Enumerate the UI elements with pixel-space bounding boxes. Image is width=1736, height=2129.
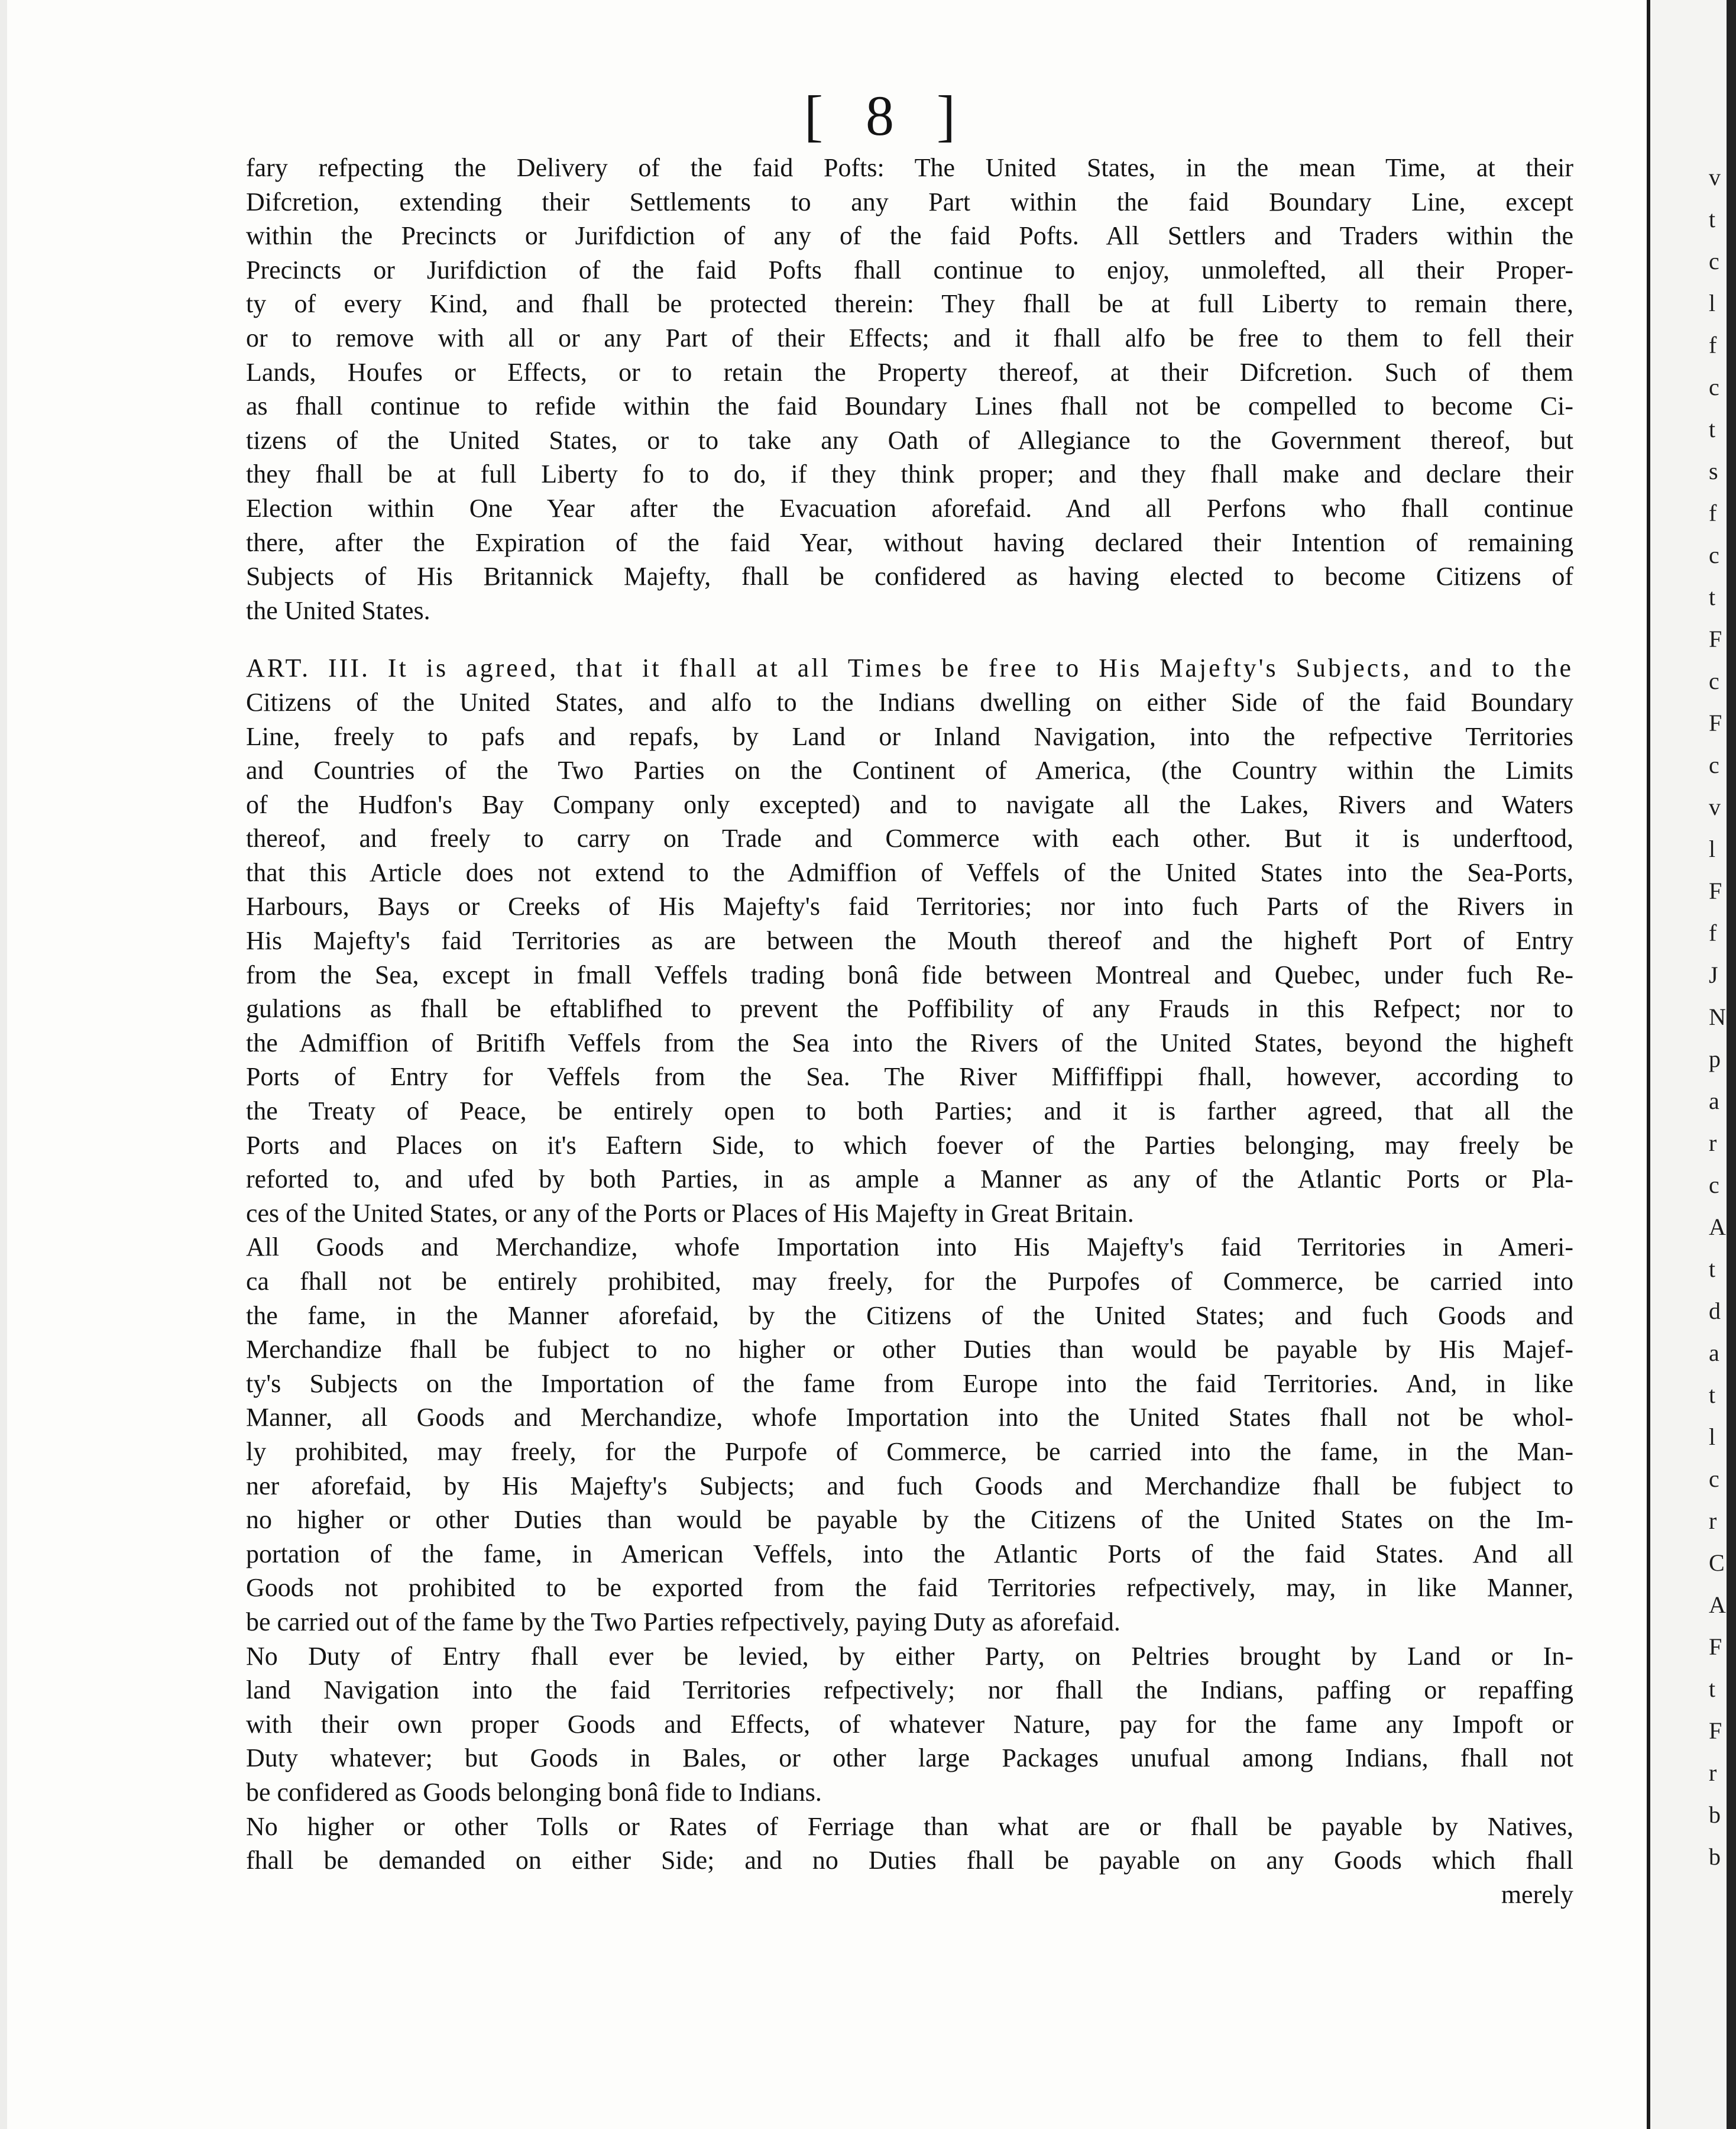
neighbor-page-char: v	[1709, 794, 1721, 820]
text-line: Manner, all Goods and Merchandize, whofe Importation into the United States fhall not be whol-	[246, 1403, 1573, 1432]
text-line: Lands, Houfes or Effects, or to retain the Property thereof, at their Difcretion. Such of them	[246, 357, 1573, 387]
neighbor-page-char: l	[1709, 1423, 1716, 1450]
neighbor-page-char: A	[1709, 1591, 1726, 1618]
text-line: that this Article does not extend to the Admiffion of Veffels of the United States into the Sea-Ports,	[246, 858, 1573, 887]
text-line: Ports of Entry for Veffels from the Sea. The River Miffiffippi fhall, however, according to	[246, 1062, 1573, 1092]
neighbor-page-char: F	[1709, 878, 1722, 904]
text-line: land Navigation into the faid Territories refpectively; nor fhall the Indians, paffing or repaffing	[246, 1675, 1573, 1705]
text-line: Subjects of His Britannick Majefty, fhall be confidered as having elected to become Citizens of	[246, 562, 1573, 591]
neighbor-page-edge	[1647, 0, 1736, 2129]
text-line: the Admiffion of Britifh Veffels from the Sea into the Rivers of the United States, beyond the higheft	[246, 1028, 1573, 1057]
text-line: fary refpecting the Delivery of the faid Pofts: The United States, in the mean Time, at their	[246, 153, 1573, 182]
neighbor-page-char: a	[1709, 1339, 1719, 1366]
page-number: [ 8 ]	[804, 84, 970, 147]
article-heading-line: ART. III. It is agreed, that it fhall at all Times be free to His Majefty's Subjects, and to the	[246, 653, 1573, 683]
neighbor-page-char: A	[1709, 1214, 1726, 1240]
paragraph-gap	[246, 627, 1573, 651]
neighbor-page-char: t	[1709, 206, 1716, 232]
neighbor-page-char: r	[1709, 1507, 1717, 1534]
neighbor-page-char: F	[1709, 626, 1722, 652]
text-line: ner aforefaid, by His Majefty's Subjects; and fuch Goods and Merchandize fhall be fubject to	[246, 1471, 1573, 1500]
text-line: All Goods and Merchandize, whofe Importation into His Majefty's faid Territories in Ameri-	[246, 1232, 1573, 1262]
text-line: Ports and Places on it's Eaftern Side, to which foever of the Parties belonging, may freely be	[246, 1130, 1573, 1160]
neighbor-page-char: c	[1709, 374, 1719, 400]
text-line: portation of the fame, in American Veffels, into the Atlantic Ports of the faid States. And all	[246, 1539, 1573, 1568]
neighbor-page-char: F	[1709, 710, 1722, 736]
text-line: the United States.	[246, 596, 430, 625]
text-line: Duty whatever; but Goods in Bales, or other large Packages unufual among Indians, fhall not	[246, 1743, 1573, 1773]
text-line: there, after the Expiration of the faid Year, without having declared their Intention of remaining	[246, 528, 1573, 557]
text-line: ty's Subjects on the Importation of the fame from Europe into the faid Territories. And, in like	[246, 1368, 1573, 1398]
body-text	[246, 151, 1573, 1911]
text-line: ces of the United States, or any of the Ports or Places of His Majefty in Great Britain.	[246, 1198, 1134, 1228]
neighbor-page-char: r	[1709, 1130, 1717, 1156]
text-line: Merchandize fhall be fubject to no higher or other Duties than would be payable by His Majef-	[246, 1335, 1573, 1364]
text-line: with their own proper Goods and Effects, of whatever Nature, pay for the fame any Impoft or	[246, 1709, 1573, 1739]
text-line: Harbours, Bays or Creeks of His Majefty's faid Territories; nor into fuch Parts of the Rivers in	[246, 892, 1573, 921]
text-line: thereof, and freely to carry on Trade and Commerce with each other. But it is underftood,	[246, 824, 1573, 853]
neighbor-page-char: d	[1709, 1298, 1721, 1324]
neighbor-page-char: t	[1709, 1381, 1716, 1408]
neighbor-page-char: F	[1709, 1633, 1722, 1660]
text-line: tizens of the United States, or to take any Oath of Allegiance to the Government thereof, but	[246, 425, 1573, 455]
text-line: the fame, in the Manner aforefaid, by the Citizens of the United States; and fuch Goods and	[246, 1300, 1573, 1330]
catchword: merely	[1501, 1879, 1573, 1909]
text-line: No Duty of Entry fhall ever be levied, by either Party, on Peltries brought by Land or In-	[246, 1641, 1573, 1671]
neighbor-page-char: l	[1709, 290, 1716, 316]
text-line: of the Hudfon's Bay Company only excepted) and to navigate all the Lakes, Rivers and Waters	[246, 790, 1573, 819]
text-line: Line, freely to pafs and repafs, by Land or Inland Navigation, into the refpective Territories	[246, 721, 1573, 751]
text-line: Precincts or Jurifdiction of the faid Pofts fhall continue to enjoy, unmolefted, all their Proper-	[246, 255, 1573, 284]
neighbor-page-char: t	[1709, 1675, 1716, 1702]
text-line: be confidered as Goods belonging bonâ fide to Indians.	[246, 1777, 822, 1807]
text-line: gulations as fhall be eftablifhed to prevent the Poffibility of any Frauds in this Refpect; nor to	[246, 994, 1573, 1024]
text-line: ca fhall not be entirely prohibited, may freely, for the Purpofes of Commerce, be carried into	[246, 1267, 1573, 1296]
neighbor-page-char: s	[1709, 458, 1718, 484]
text-line: No higher or other Tolls or Rates of Ferriage than what are or fhall be payable by Natives,	[246, 1811, 1573, 1841]
text-line: as fhall continue to refide within the faid Boundary Lines fhall not be compelled to become Ci-	[246, 391, 1573, 421]
neighbor-page-char: F	[1709, 1717, 1722, 1744]
neighbor-page-char: b	[1709, 1801, 1721, 1828]
neighbor-page-char: c	[1709, 248, 1719, 274]
neighbor-page-char: c	[1709, 668, 1719, 694]
neighbor-page-char: t	[1709, 584, 1716, 610]
text-line: Election within One Year after the Evacuation aforefaid. And all Perfons who fhall continue	[246, 493, 1573, 523]
neighbor-page-char: b	[1709, 1843, 1721, 1870]
neighbor-page-char: r	[1709, 1759, 1717, 1786]
neighbor-page-char: c	[1709, 542, 1719, 568]
neighbor-page-char: f	[1709, 332, 1717, 358]
neighbor-page-char: c	[1709, 1465, 1719, 1492]
text-line: ty of every Kind, and fhall be protected therein: They fhall be at full Liberty to remain there,	[246, 289, 1573, 319]
text-line: His Majefty's faid Territories as are between the Mouth thereof and the higheft Port of Entry	[246, 926, 1573, 956]
text-line: no higher or other Duties than would be payable by the Citizens of the United States on the Im-	[246, 1505, 1573, 1535]
neighbor-page-char: c	[1709, 1172, 1719, 1198]
neighbor-page-char: N	[1709, 1004, 1726, 1030]
neighbor-page-char: v	[1709, 164, 1721, 190]
text-line: and Countries of the Two Parties on the Continent of America, (the Country within the Limits	[246, 756, 1573, 785]
neighbor-page-char: t	[1709, 1256, 1716, 1282]
text-line: be carried out of the fame by the Two Parties refpectively, paying Duty as aforefaid.	[246, 1607, 1120, 1636]
neighbor-page-char: c	[1709, 752, 1719, 778]
text-line: reforted to, and ufed by both Parties, in as ample a Manner as any of the Atlantic Ports or Pla-	[246, 1164, 1573, 1194]
text-line: or to remove with all or any Part of their Effects; and it fhall alfo be free to them to fell their	[246, 323, 1573, 352]
neighbor-page-char: a	[1709, 1088, 1719, 1114]
neighbor-page-char: l	[1709, 836, 1716, 862]
neighbor-page-char: p	[1709, 1046, 1721, 1072]
text-line: within the Precincts or Jurifdiction of any of the faid Pofts. All Settlers and Traders within the	[246, 221, 1573, 251]
neighbor-page-char: C	[1709, 1549, 1725, 1576]
text-line: from the Sea, except in fmall Veffels trading bonâ fide between Montreal and Quebec, under fuch Re-	[246, 960, 1573, 989]
text-line: ly prohibited, may freely, for the Purpofe of Commerce, be carried into the fame, in the Man-	[246, 1436, 1573, 1466]
binding-shadow	[1727, 0, 1736, 2129]
neighbor-page-char: f	[1709, 500, 1717, 526]
neighbor-page-char: J	[1709, 962, 1718, 988]
left-scan-edge	[0, 0, 7, 2129]
text-line: the Treaty of Peace, be entirely open to both Parties; and it is farther agreed, that all the	[246, 1096, 1573, 1126]
text-line: they fhall be at full Liberty fo to do, if they think proper; and they fhall make and declare their	[246, 460, 1573, 489]
text-line: Difcretion, extending their Settlements to any Part within the faid Boundary Line, except	[246, 187, 1573, 216]
text-line: Goods not prohibited to be exported from the faid Territories refpectively, may, in like Manner,	[246, 1573, 1573, 1603]
neighbor-page-char: t	[1709, 416, 1716, 442]
text-line: fhall be demanded on either Side; and no Duties fhall be payable on any Goods which fhall	[246, 1846, 1573, 1875]
text-line: Citizens of the United States, and alfo to the Indians dwelling on either Side of the faid Boundary	[246, 687, 1573, 717]
neighbor-page-char: f	[1709, 920, 1717, 946]
